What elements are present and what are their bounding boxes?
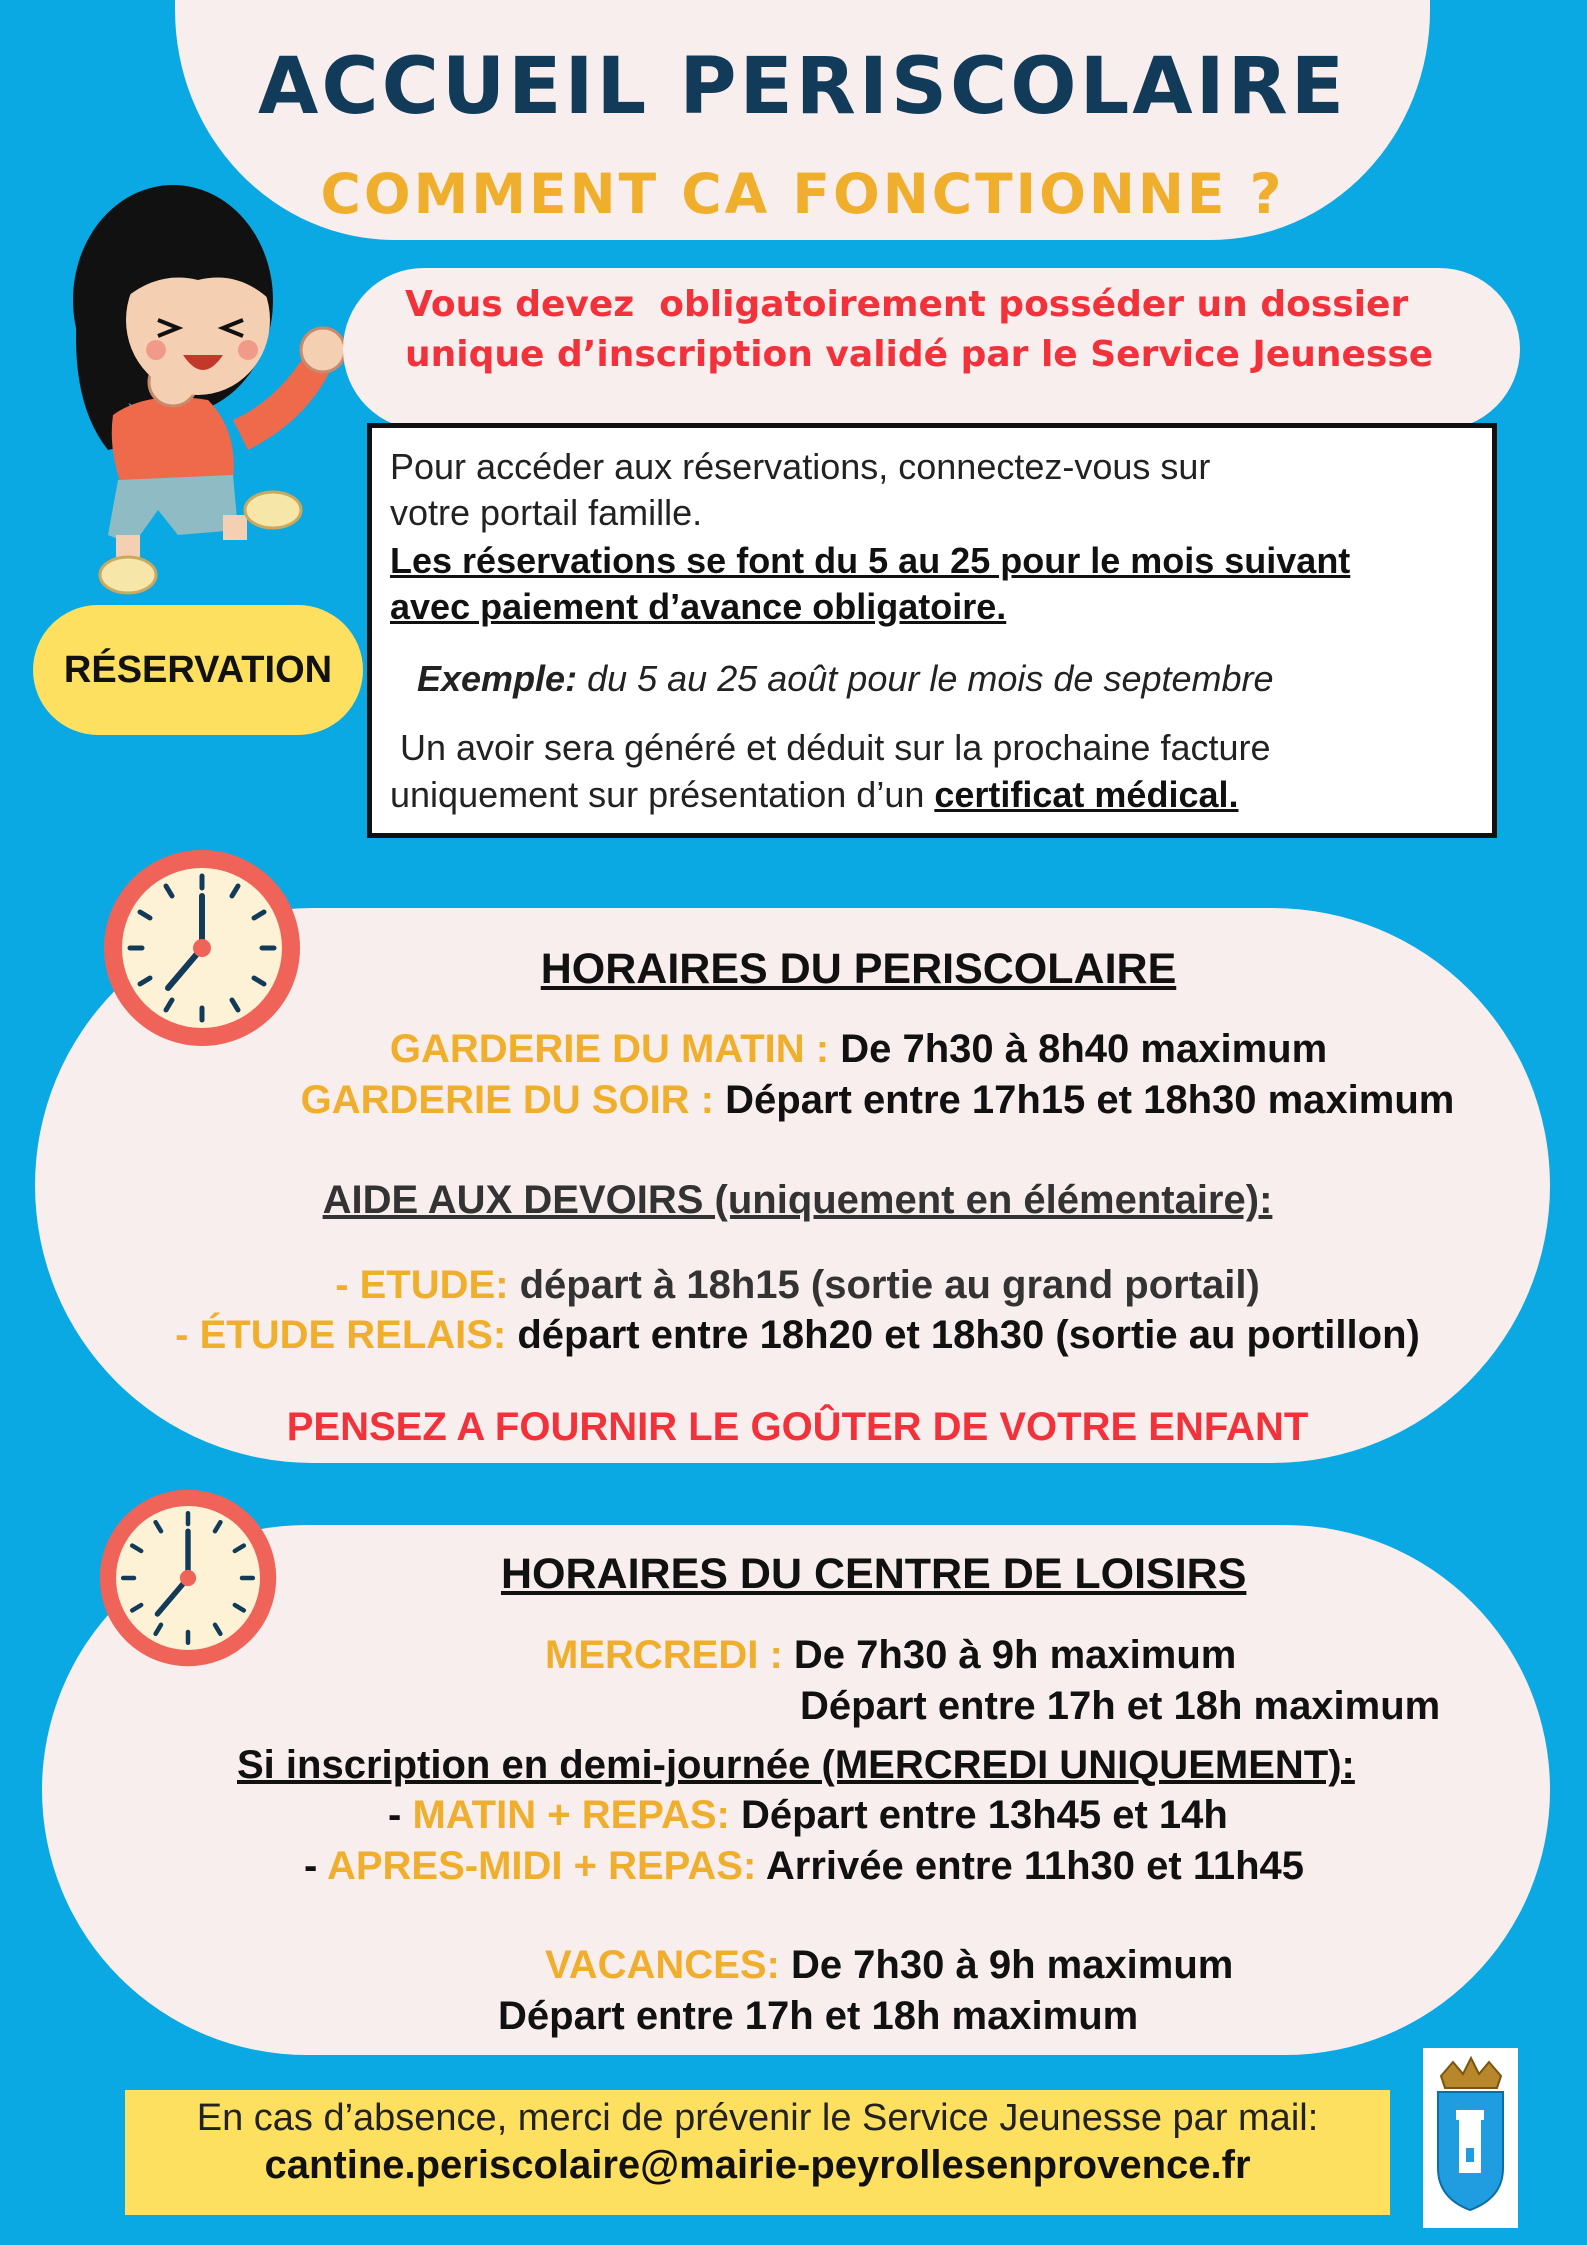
demi-journee-sub: (MERCREDI UNIQUEMENT):	[821, 1743, 1355, 1787]
town-crest-logo	[1423, 2048, 1518, 2228]
etude-relais-value: départ entre 18h20 et 18h30 (sortie au portillon)	[517, 1313, 1420, 1357]
garderie-matin-value: De 7h30 à 8h40 maximum	[840, 1027, 1328, 1071]
avoir-text: uniquement sur présentation d’un	[390, 774, 935, 815]
apres-midi-label: APRES-MIDI + REPAS:	[326, 1844, 766, 1888]
garderie-soir	[0, 1078, 1587, 1123]
aide-devoirs-title	[0, 1178, 1587, 1223]
etude-value: départ à 18h15 (sortie au grand portail)	[519, 1263, 1260, 1307]
matin-repas-label: MATIN + REPAS:	[412, 1793, 741, 1837]
reservation-example	[417, 656, 1274, 702]
example-label: Exemple:	[417, 658, 578, 699]
mercredi-label: MERCREDI :	[545, 1633, 794, 1677]
town-crest-icon	[1423, 2048, 1518, 2228]
vacances-value: De 7h30 à 9h maximum	[790, 1943, 1234, 1987]
page-subtitle: COMMENT CA FONCTIONNE ?	[320, 162, 1285, 226]
etude-relais-line	[0, 1313, 1587, 1358]
vacances-depart: Départ entre 17h et 18h maximum	[498, 1994, 1139, 2038]
page-title: ACCUEIL PERISCOLAIRE	[257, 42, 1348, 132]
demi-journee-title	[237, 1743, 1355, 1788]
etude-label: - ETUDE:	[335, 1263, 520, 1307]
vacances-line	[545, 1943, 1233, 1988]
mercredi-depart: Départ entre 17h et 18h maximum	[800, 1684, 1441, 1728]
girl-illustration	[38, 150, 368, 600]
reservation-badge: RÉSERVATION	[33, 605, 363, 735]
footer-email: cantine.periscolaire@mairie-peyrollesenprovence.fr	[264, 2143, 1251, 2187]
reservation-avoir-line1: Un avoir sera généré et déduit sur la prochaine facture	[390, 727, 1271, 768]
reservation-rule2: avec paiement d’avance obligatoire.	[390, 586, 1007, 627]
mercredi-value: De 7h30 à 9h maximum	[793, 1633, 1237, 1677]
etude-relais-label: - ÉTUDE RELAIS:	[175, 1313, 518, 1357]
reservation-line2: votre portail famille.	[390, 492, 703, 533]
vacances-label: VACANCES:	[545, 1943, 791, 1987]
garderie-matin-label: GARDERIE DU MATIN :	[389, 1027, 841, 1071]
loisirs-title: HORAIRES DU CENTRE DE LOISIRS	[501, 1550, 1247, 1598]
reservation-line1: Pour accéder aux réservations, connectez-vous sur	[390, 446, 1211, 487]
apres-midi-dash: -	[304, 1844, 327, 1888]
matin-repas-dash: -	[388, 1793, 413, 1837]
gouter-reminder: PENSEZ A FOURNIR LE GOÛTER DE VOTRE ENFANT	[286, 1405, 1309, 1449]
garderie-soir-value: Départ entre 17h15 et 18h30 maximum	[725, 1078, 1455, 1122]
dossier-notice-line1: Vous devez obligatoirement posséder un dossier	[405, 284, 1409, 325]
garderie-matin	[0, 1027, 1587, 1072]
aide-devoirs-label: AIDE AUX DEVOIRS	[322, 1178, 715, 1222]
reservation-box	[367, 423, 1497, 838]
example-text: du 5 au 25 août pour le mois de septembre	[577, 658, 1274, 699]
etude-line	[0, 1263, 1587, 1308]
dossier-notice	[405, 280, 1525, 380]
demi-journee-label: Si inscription en demi-journée	[237, 1743, 822, 1787]
garderie-soir-label: GARDERIE DU SOIR :	[300, 1078, 726, 1122]
aide-devoirs-sub: (uniquement en élémentaire):	[714, 1178, 1273, 1222]
matin-repas-line	[388, 1793, 1228, 1838]
reservation-rule1: Les réservations se font du 5 au 25 pour le mois suivant	[390, 540, 1351, 581]
matin-repas-value: Départ entre 13h45 et 14h	[740, 1793, 1228, 1837]
footer-message: En cas d’absence, merci de prévenir le Service Jeunesse par mail:	[196, 2097, 1319, 2139]
apres-midi-value: Arrivée entre 11h30 et 11h45	[765, 1844, 1305, 1888]
apres-midi-line	[304, 1844, 1304, 1889]
clock-icon	[98, 1488, 278, 1668]
reservation-avoir-line2	[390, 772, 1239, 818]
certificat-medical: certificat médical.	[934, 774, 1239, 815]
periscolaire-title: HORAIRES DU PERISCOLAIRE	[540, 945, 1177, 993]
mercredi-line	[545, 1633, 1236, 1678]
dossier-notice-line2: unique d’inscription validé par le Service Jeunesse	[405, 334, 1434, 375]
